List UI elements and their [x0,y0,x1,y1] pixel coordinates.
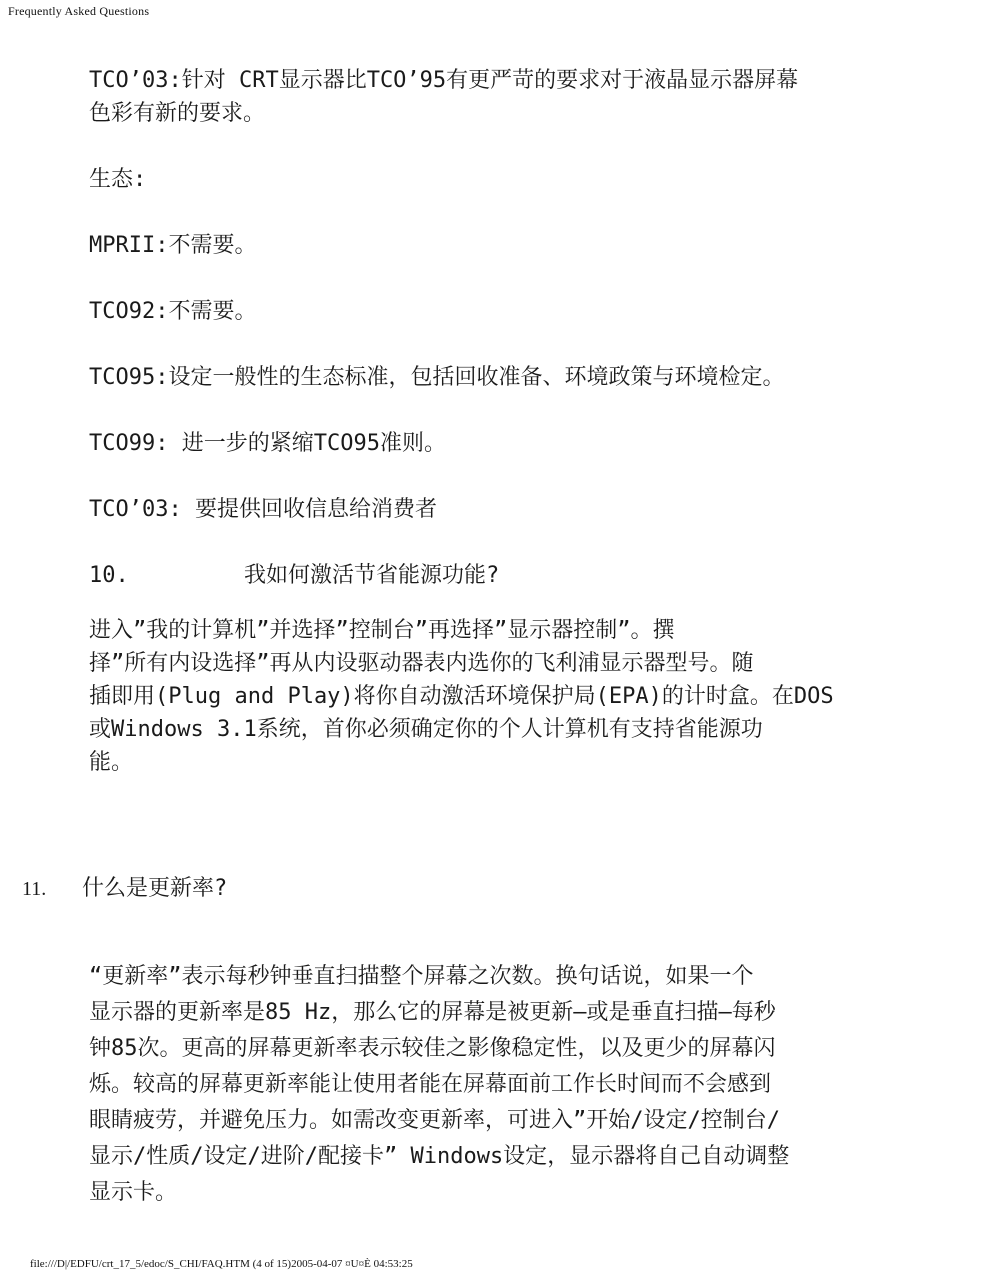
question-11 [22,872,227,906]
ecology-item-tco95: TCO95:设定一般性的生态标准，包括回收准备、环境政策与环境检定。 [89,365,785,390]
page-header-title: Frequently Asked Questions [8,4,150,18]
ecology-item-mprii: MPRII:不需要。 [89,233,257,258]
footer-file-path: file:///D|/EDFU/crt_17_5/edoc/S_CHI/FAQ.HTM [30,1258,250,1270]
page-footer [30,1258,413,1270]
answer-10-line: 或Windows 3.1系统，首你必须确定你的个人计算机有支持省能源功 [89,717,763,742]
question-11-number: 11. [22,878,47,900]
answer-10-line: 能。 [89,750,134,775]
question-11-text: 什么是更新率? [82,876,228,901]
tco03-paragraph-line-1: TCO’03:针对 CRT显示器比TCO’95有更严苛的要求对于液晶显示器屏幕 [89,68,799,93]
answer-10-line: 进入”我的计算机”并选择”控制台”再选择”显示器控制”。撰 [89,618,675,643]
question-10-number: 10. [89,563,129,588]
answer-11-line: 钟85次。更高的屏幕更新率表示较佳之影像稳定性，以及更少的屏幕闪 [89,1036,776,1061]
answer-11-line: 眼睛疲劳，并避免压力。如需改变更新率，可进入”开始/设定/控制台/ [89,1108,780,1133]
answer-11-line: 显示卡。 [89,1180,178,1205]
footer-page-info: (4 of 15)2005-04-07 ¤U¤È 04:53:25 [252,1258,413,1270]
ecology-item-tco03: TCO’03: 要提供回收信息给消费者 [89,497,437,522]
question-10-text: 我如何激活节省能源功能? [244,563,500,588]
answer-10-line: 择”所有内设选择”再从内设驱动器表内选你的飞利浦显示器型号。随 [89,651,754,676]
answer-10-line: 插即用(Plug and Play)将你自动激活环境保护局(EPA)的计时盒。在DOS [89,684,834,709]
ecology-heading: 生态: [89,167,147,192]
tco03-paragraph-line-2: 色彩有新的要求。 [89,101,266,126]
answer-11-line: 烁。较高的屏幕更新率能让使用者能在屏幕面前工作长时间而不会感到 [89,1072,772,1097]
answer-11 [89,959,959,1211]
question-10 [89,559,949,592]
answer-11-line: 显示器的更新率是85 Hz，那么它的屏幕是被更新—或是垂直扫描—每秒 [89,1000,776,1025]
ecology-item-tco99: TCO99: 进一步的紧缩TCO95准则。 [89,431,446,456]
answer-11-line: 显示/性质/设定/进阶/配接卡” Windows设定，显示器将自己自动调整 [89,1144,790,1169]
answer-10 [89,614,949,779]
answer-11-line: “更新率”表示每秒钟垂直扫描整个屏幕之次数。换句话说，如果一个 [89,964,754,989]
ecology-item-tco92: TCO92:不需要。 [89,299,257,324]
faq-content [89,64,949,779]
